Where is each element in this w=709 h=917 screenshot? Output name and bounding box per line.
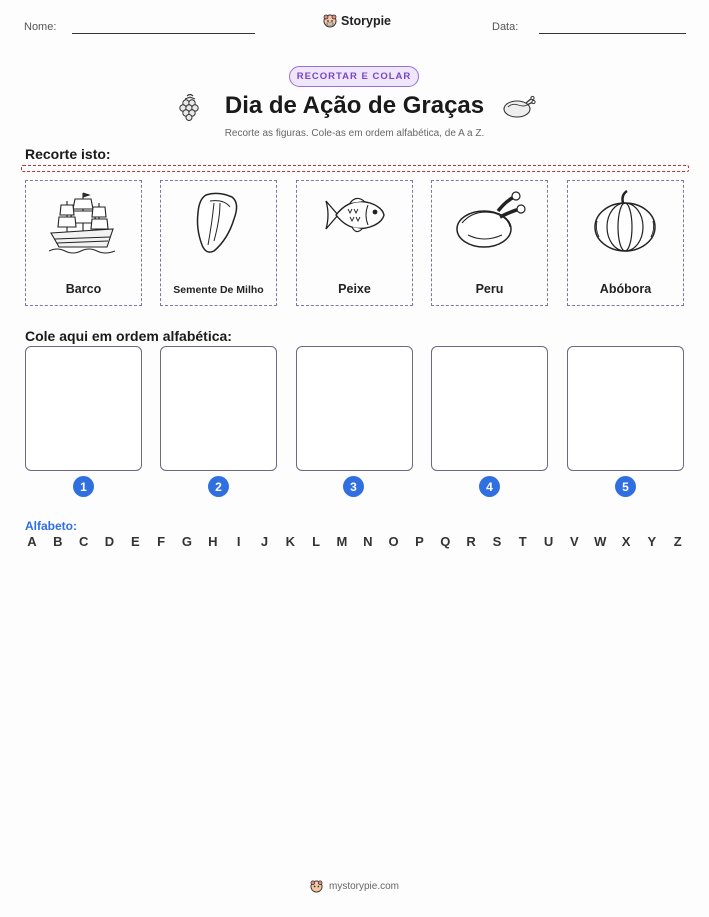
- cut-section-heading: Recorte isto:: [25, 146, 111, 162]
- paste-box-3[interactable]: [296, 346, 413, 471]
- alphabet-letter: C: [78, 534, 89, 549]
- alphabet-letter: H: [208, 534, 218, 549]
- alphabet-letter: R: [466, 534, 476, 549]
- card-label: Peixe: [338, 282, 371, 296]
- position-number-1: 1: [73, 476, 94, 497]
- storypie-mascot-icon: [323, 14, 337, 28]
- paste-box-2[interactable]: [160, 346, 277, 471]
- alphabet-letter: J: [260, 534, 269, 549]
- position-number-2: 2: [208, 476, 229, 497]
- alphabet-letter: I: [236, 534, 241, 549]
- name-label: Nome:: [24, 21, 57, 33]
- ship-icon: [49, 189, 117, 255]
- cut-card-abobora[interactable]: [567, 180, 684, 306]
- position-number-5: 5: [615, 476, 636, 497]
- alphabet-letter: L: [312, 534, 321, 549]
- alphabet-letter: A: [27, 534, 37, 549]
- storypie-logo: [323, 14, 391, 28]
- footer: [0, 880, 709, 893]
- card-label: Abóbora: [599, 282, 652, 296]
- alphabet-letter: F: [157, 534, 166, 549]
- alphabet-letter: M: [336, 534, 348, 549]
- position-number-4: 4: [479, 476, 500, 497]
- pumpkin-icon: [591, 189, 659, 255]
- position-number-3: 3: [343, 476, 364, 497]
- brand-name: Storypie: [341, 14, 392, 28]
- fish-icon: [320, 191, 388, 241]
- alphabet-letter: G: [181, 534, 193, 549]
- alphabet-letter: W: [594, 534, 607, 549]
- alphabet-letter: T: [518, 534, 527, 549]
- card-label: Semente De Milho: [173, 284, 264, 296]
- alphabet-letter: B: [53, 534, 63, 549]
- paste-section-heading: Cole aqui em ordem alfabética:: [25, 328, 232, 344]
- alphabet-letter: X: [621, 534, 631, 549]
- alphabet-letter: Y: [647, 534, 657, 549]
- paste-box-1[interactable]: [25, 346, 142, 471]
- date-line[interactable]: [539, 33, 686, 34]
- alphabet-letter: P: [415, 534, 424, 549]
- name-line[interactable]: [72, 33, 255, 34]
- paste-box-5[interactable]: [567, 346, 684, 471]
- alphabet-letter: U: [543, 534, 554, 549]
- cut-card-barco[interactable]: [25, 180, 142, 306]
- page-title: Dia de Ação de Graças: [224, 92, 485, 119]
- cut-line: [21, 165, 689, 172]
- footer-url[interactable]: mystorypie.com: [328, 881, 399, 892]
- date-label: Data:: [492, 21, 519, 33]
- turkey-icon: [500, 93, 536, 121]
- roast-turkey-icon: [454, 189, 526, 251]
- alphabet-strip: [25, 534, 685, 549]
- activity-badge: RECORTAR E COLAR: [289, 66, 419, 87]
- card-label: Peru: [475, 282, 504, 296]
- paste-box-4[interactable]: [431, 346, 548, 471]
- storypie-mascot-icon: [310, 880, 323, 893]
- alphabet-letter: Z: [673, 534, 682, 549]
- alphabet-letter: Q: [440, 534, 451, 549]
- alphabet-letter: E: [130, 534, 140, 549]
- card-label: Barco: [65, 282, 102, 296]
- alphabet-letter: K: [285, 534, 295, 549]
- alphabet-title: Alfabeto:: [25, 519, 77, 533]
- cut-card-peixe[interactable]: [296, 180, 413, 306]
- alphabet-letter: D: [104, 534, 115, 549]
- alphabet-letter: V: [570, 534, 579, 549]
- alphabet-letter: O: [388, 534, 399, 549]
- corn-seed-icon: [184, 189, 252, 259]
- cut-card-peru[interactable]: [431, 180, 548, 306]
- alphabet-letter: S: [492, 534, 502, 549]
- cut-card-semente-de-milho[interactable]: [160, 180, 277, 306]
- instructions: Recorte as figuras. Cole-as em ordem alfabética, de A a Z.: [224, 128, 485, 139]
- alphabet-letter: N: [363, 534, 373, 549]
